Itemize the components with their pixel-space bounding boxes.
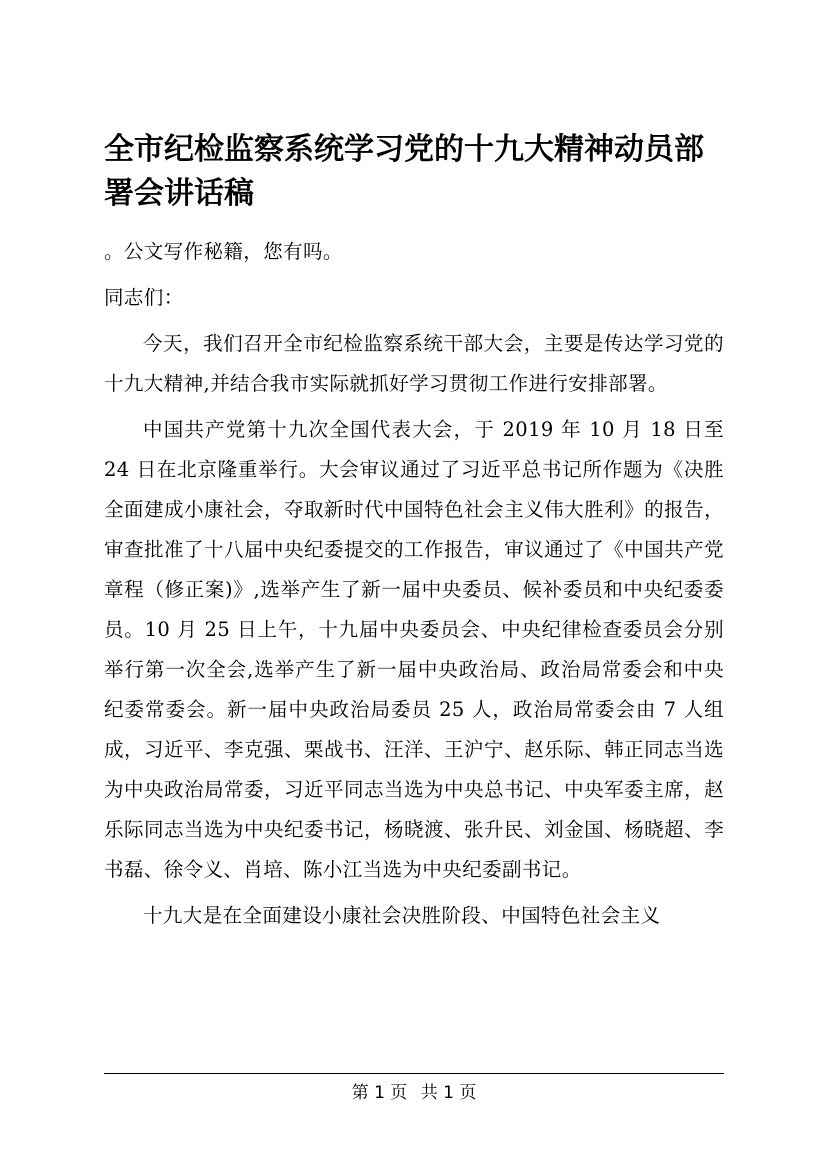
page-title: 全市纪检监察系统学习党的十九大精神动员部署会讲话稿	[104, 132, 704, 211]
paragraph-body-2: 中国共产党第十九次全国代表大会，于 2019 年 10 月 18 日至 24 日在北京隆重举行。大会审议通过了习近平总书记所作题为《决胜全面建成小康社会，夺取新时代中国特色社会主义伟大胜利》的报告，审查批准了十八届中央纪委提交的工作报告，审议通过了《中国共产党章程（修正案)》,选举产生了新一届中央委员、候补委员和中央纪委委员。10 月 25 日上午，十九届中央委员会、中央纪律检查委员会分别举行第一次全会,选举产生了新一届中央政治局、政治局常委会和中央纪委常委会。新一届中央政治局委员 25 人，政治局常委会由 7 人组成，习近平、李克强、栗战书、汪洋、王沪宁、赵乐际、韩正同志当选为中央政治局常委，习近平同志当选为中央总书记、中央军委主席，赵乐际同志当选为中央纪委书记，杨晓渡、张升民、刘金国、杨晓超、李书磊、徐令义、肖培、陈小江当选为中央纪委副书记。	[104, 418, 724, 881]
footer-divider	[104, 1073, 724, 1074]
page-footer	[104, 1080, 724, 1106]
footer-total-pages: 共 1 页	[420, 1083, 477, 1103]
paragraph-salutation: 同志们：	[104, 286, 184, 309]
paragraph-body-1: 今天，我们召开全市纪检监察系统干部大会，主要是传达学习党的十九大精神,并结合我市实际就抓好学习贯彻工作进行安排部署。	[104, 332, 724, 395]
document-body	[104, 128, 724, 942]
paragraph-body-3: 十九大是在全面建设小康社会决胜阶段、中国特色社会主义	[143, 904, 661, 927]
footer-current-page: 第 1 页	[351, 1083, 408, 1103]
paragraph-note: 。公文写作秘籍，您有吗。	[104, 240, 343, 263]
